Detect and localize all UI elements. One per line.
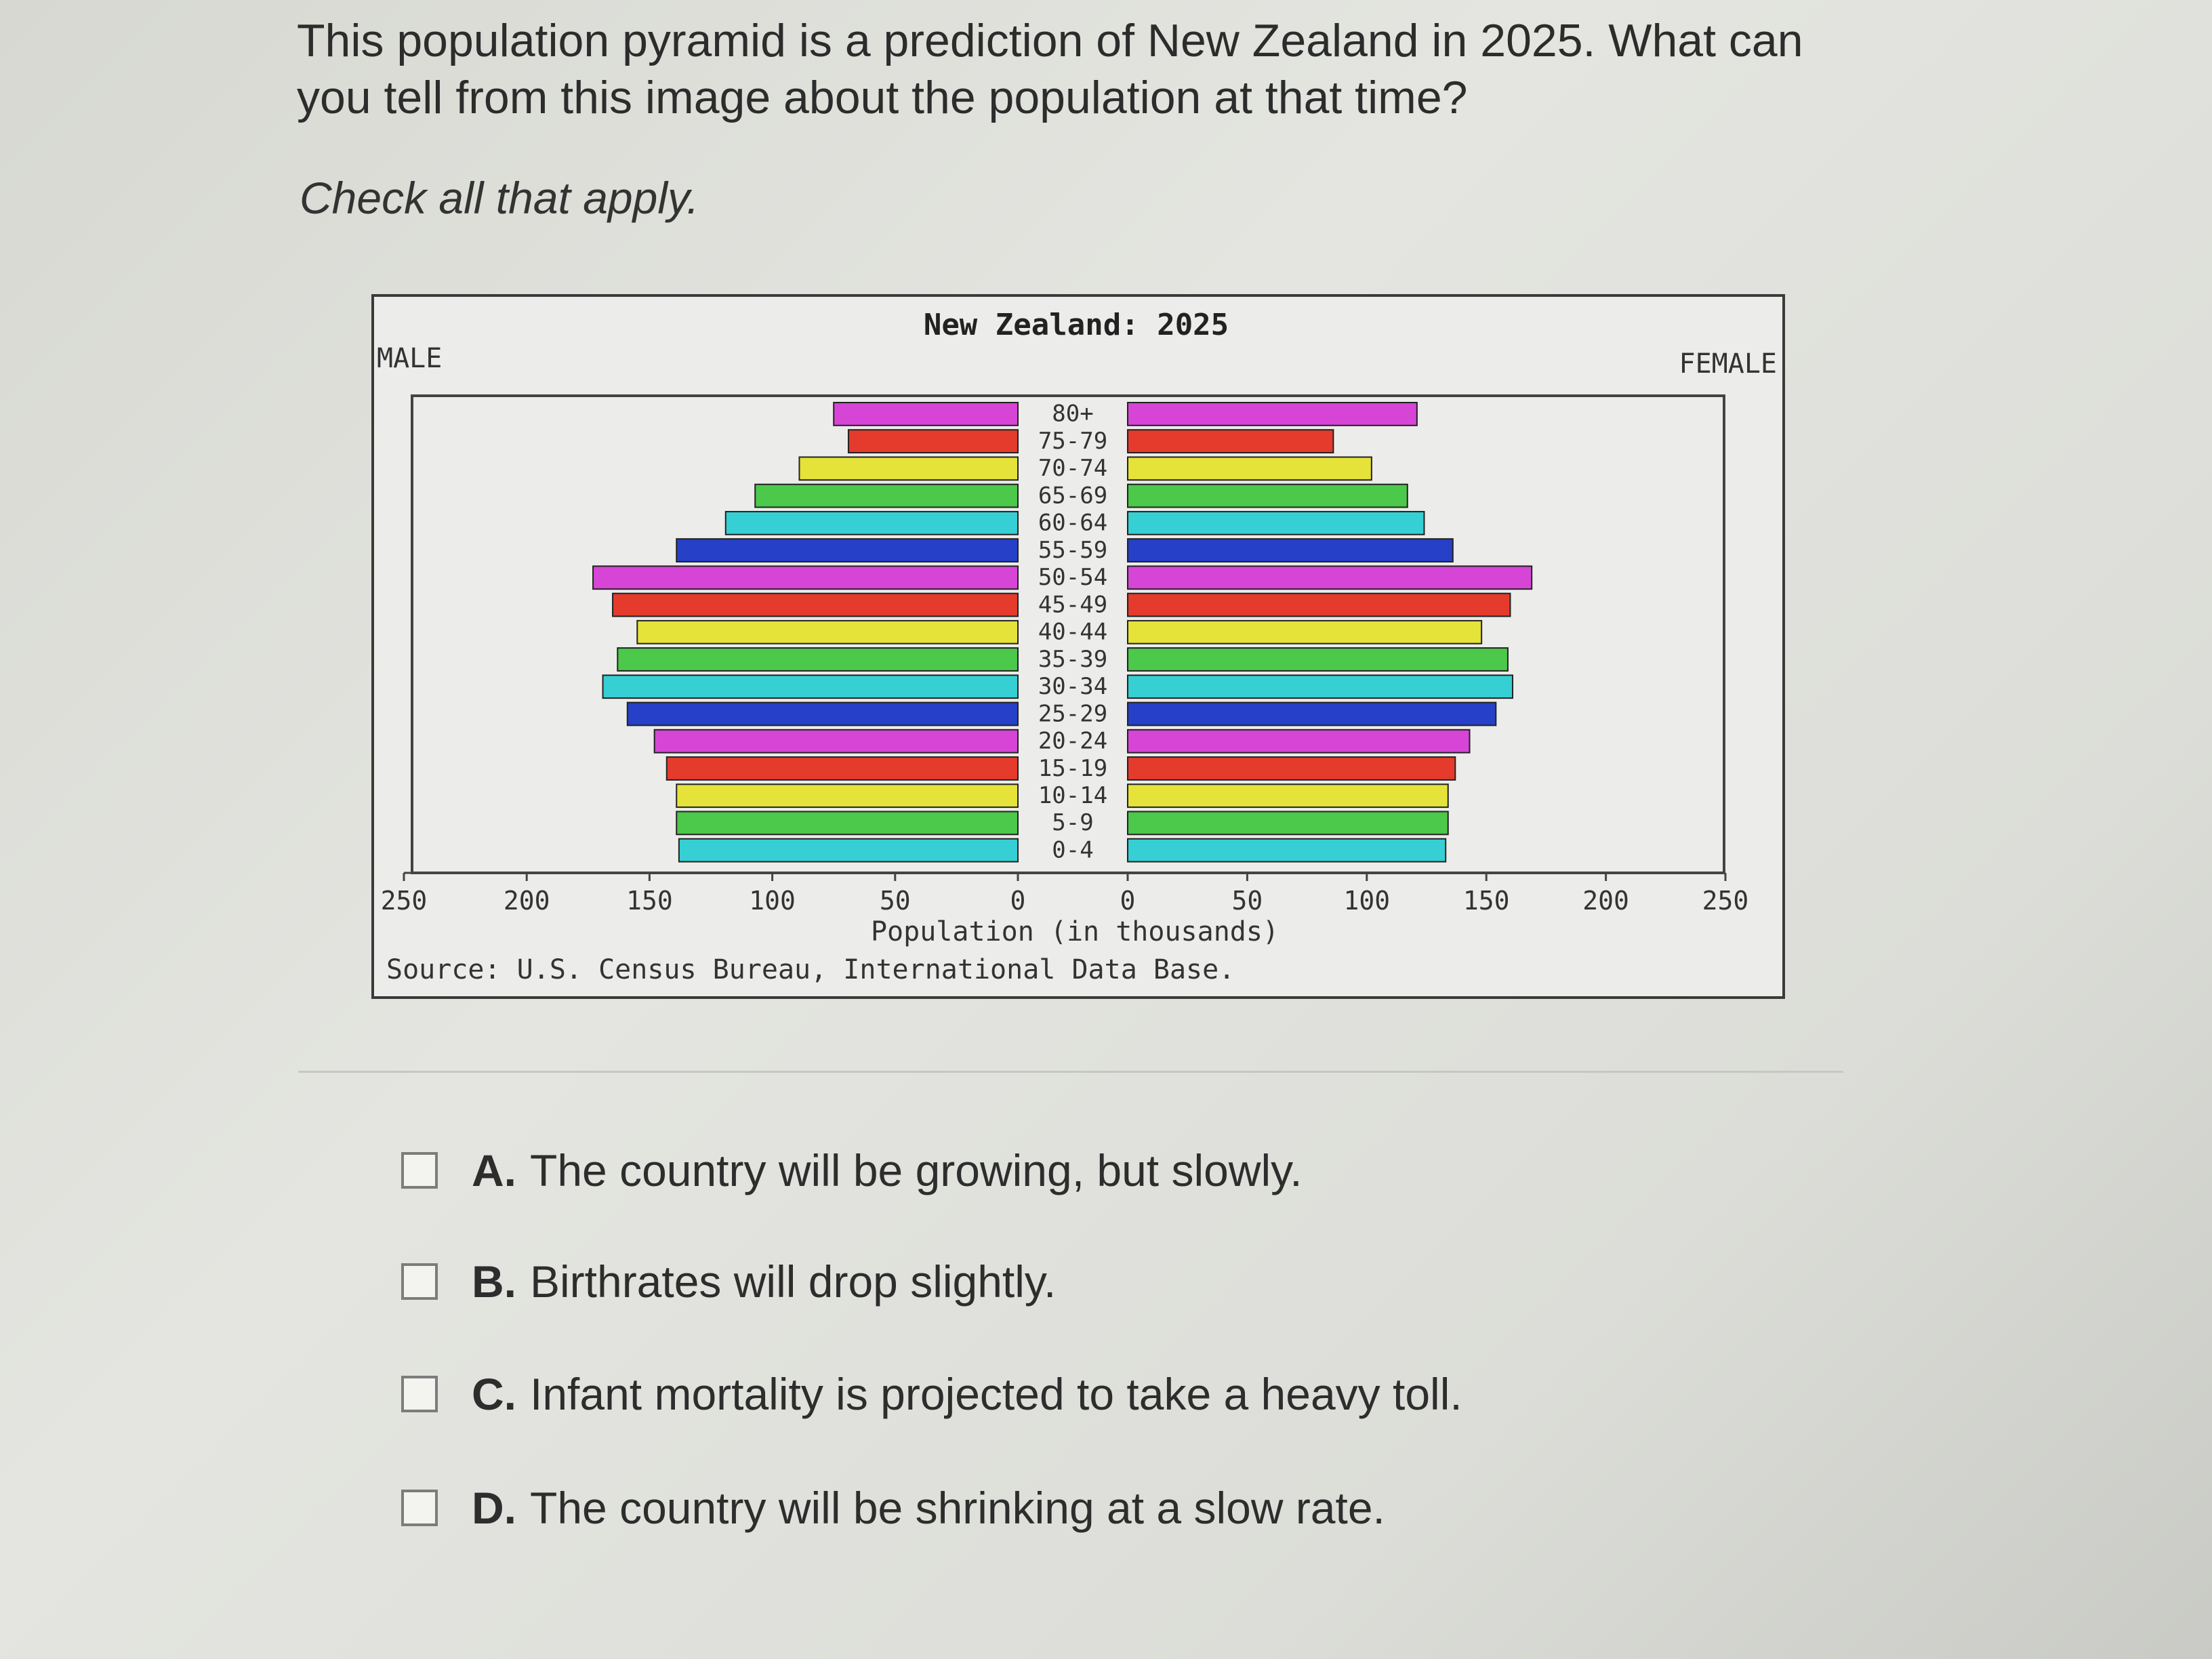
chart-title: New Zealand: 2025 [923,308,1229,342]
choice-d[interactable] [401,1477,1385,1538]
question-line-2: you tell from this image about the population at that time? [297,72,1468,123]
female-tick-label-250: 250 [1702,886,1749,916]
female-bar-0-4 [1128,839,1446,862]
choice-c[interactable] [401,1364,1462,1425]
choice-b-text: Birthrates will drop slightly. [530,1256,1057,1307]
male-bar-70-74 [799,457,1018,480]
female-bar-20-24 [1128,730,1470,753]
age-label-70-74: 70-74 [1038,455,1108,483]
male-bar-45-49 [613,594,1018,617]
male-tick-label-50: 50 [879,886,911,916]
female-bar-55-59 [1128,539,1453,562]
female-bar-60-64 [1128,512,1424,535]
female-bar-50-54 [1128,566,1532,589]
age-label-15-19: 15-19 [1038,754,1108,782]
choice-b-letter: B. [472,1256,516,1307]
female-bar-75-79 [1128,430,1333,453]
female-tick-label-100: 100 [1343,886,1391,916]
female-bar-65-69 [1128,485,1408,508]
male-bar-25-29 [628,703,1018,726]
male-bar-0-4 [679,839,1018,862]
female-bar-45-49 [1128,594,1510,617]
male-bar-5-9 [676,812,1018,835]
choice-a-text: The country will be growing, but slowly. [530,1145,1303,1195]
male-bar-40-44 [637,621,1018,644]
age-label-45-49: 45-49 [1038,591,1108,619]
question-line-1: This population pyramid is a prediction of New Zealand in 2025. What can [297,15,1803,66]
choice-c-letter: C. [472,1369,516,1419]
age-label-65-69: 65-69 [1038,482,1108,510]
pyramid-svg [374,297,1782,996]
female-label: FEMALE [1679,348,1777,380]
male-tick-label-200: 200 [503,886,550,916]
female-bar-80+ [1128,403,1417,426]
question-text [297,12,1822,126]
source-note: Source: U.S. Census Bureau, International Data Base. [386,954,1235,985]
choice-c-checkbox[interactable] [401,1376,438,1412]
x-axis-label: Population (in thousands) [870,916,1279,947]
female-bar-25-29 [1128,703,1496,726]
male-tick-label-250: 250 [380,886,428,916]
age-label-50-54: 50-54 [1038,564,1108,592]
male-bar-60-64 [726,512,1018,535]
male-bar-75-79 [848,430,1018,453]
age-label-10-14: 10-14 [1038,782,1108,810]
female-bar-10-14 [1128,784,1448,807]
age-label-20-24: 20-24 [1038,727,1108,755]
male-bar-20-24 [655,730,1018,753]
male-bar-30-34 [603,675,1018,698]
female-bar-40-44 [1128,621,1481,644]
instruction-text: Check all that apply. [300,173,699,223]
choice-a[interactable] [401,1140,1303,1201]
male-tick-label-0: 0 [1010,886,1026,916]
section-divider [298,1071,1843,1073]
choice-d-letter: D. [472,1483,516,1533]
choice-c-text: Infant mortality is projected to take a heavy toll. [530,1369,1462,1419]
choice-a-checkbox[interactable] [401,1152,438,1189]
population-pyramid-chart [371,294,1785,999]
female-bar-15-19 [1128,757,1455,780]
female-tick-label-150: 150 [1462,886,1510,916]
male-tick-label-100: 100 [749,886,796,916]
male-bar-65-69 [755,485,1018,508]
male-bar-50-54 [593,566,1018,589]
age-label-30-34: 30-34 [1038,673,1108,701]
choice-b[interactable] [401,1251,1056,1312]
choice-a-letter: A. [472,1145,516,1195]
age-label-40-44: 40-44 [1038,618,1108,646]
male-bar-10-14 [676,784,1018,807]
female-tick-label-0: 0 [1120,886,1136,916]
age-label-5-9: 5-9 [1052,809,1094,837]
female-tick-label-200: 200 [1582,886,1629,916]
age-label-75-79: 75-79 [1038,427,1108,455]
age-label-35-39: 35-39 [1038,645,1108,673]
female-bar-70-74 [1128,457,1372,480]
age-label-25-29: 25-29 [1038,700,1108,728]
choice-d-checkbox[interactable] [401,1490,438,1526]
male-label: MALE [377,343,443,374]
choice-b-checkbox[interactable] [401,1263,438,1300]
male-tick-label-150: 150 [626,886,673,916]
age-label-55-59: 55-59 [1038,536,1108,564]
female-bar-30-34 [1128,675,1513,698]
female-bar-35-39 [1128,648,1508,671]
age-label-60-64: 60-64 [1038,509,1108,537]
male-bar-80+ [834,403,1018,426]
age-label-0-4: 0-4 [1052,836,1094,864]
male-bar-35-39 [617,648,1018,671]
male-bar-15-19 [667,757,1018,780]
female-tick-label-50: 50 [1231,886,1263,916]
age-label-80+: 80+ [1052,400,1094,428]
female-bar-5-9 [1128,812,1448,835]
choice-d-text: The country will be shrinking at a slow rate. [530,1483,1385,1533]
male-bar-55-59 [676,539,1018,562]
